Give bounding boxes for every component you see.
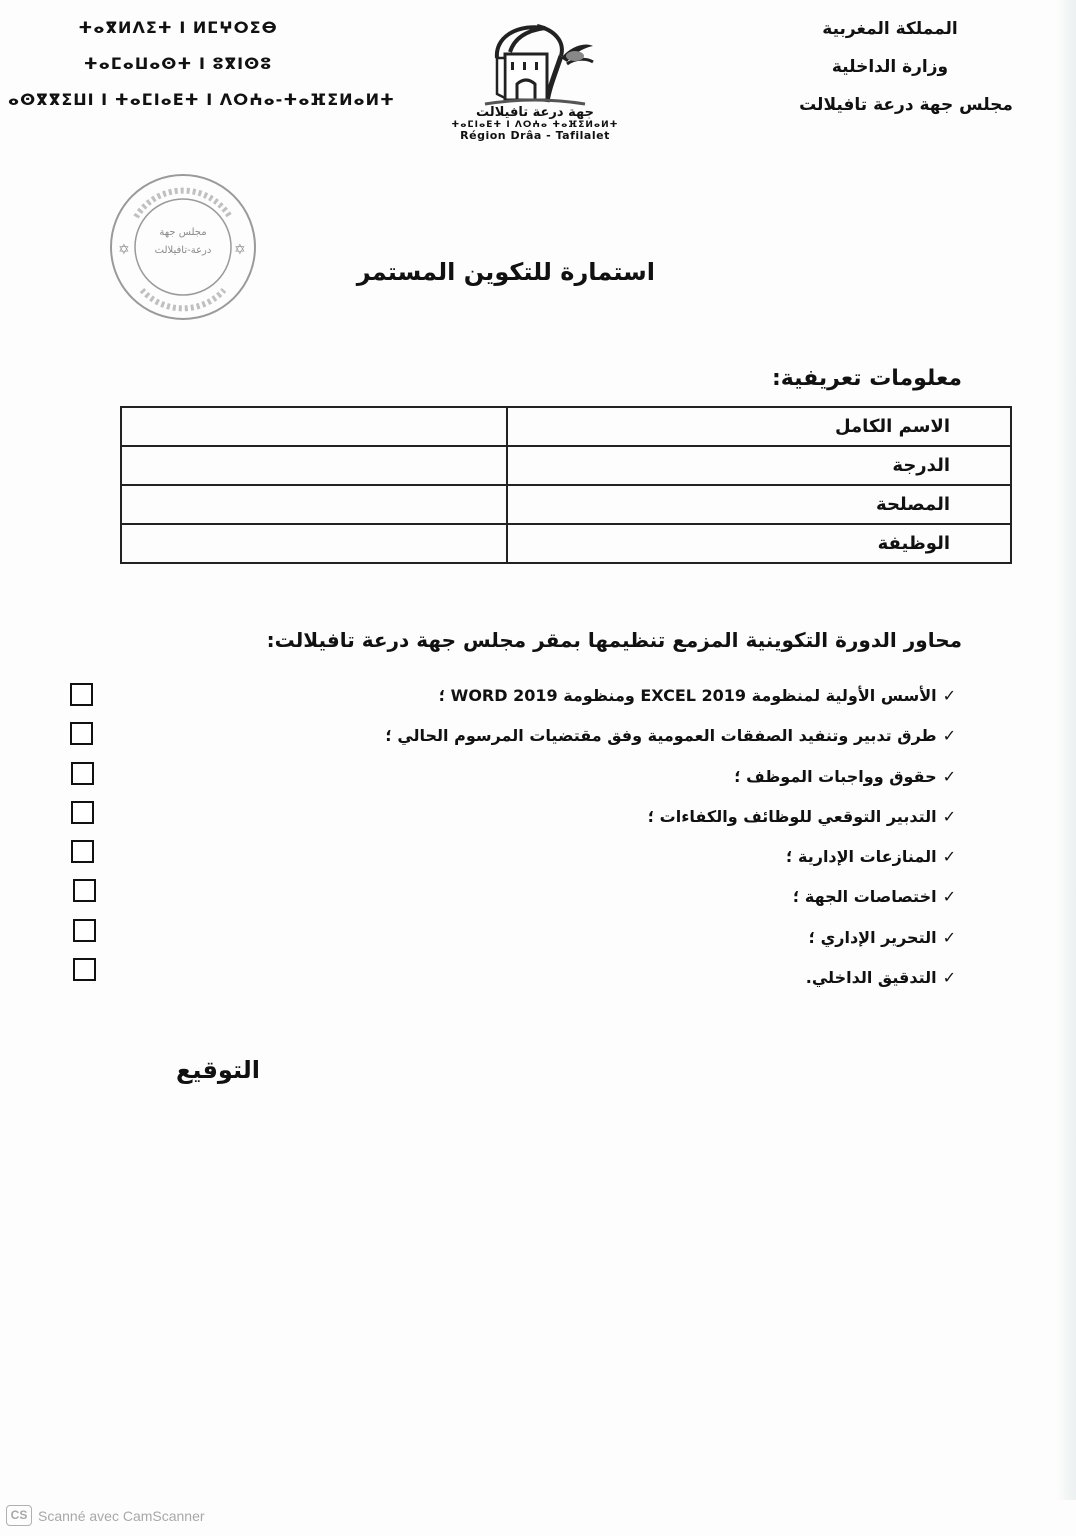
logo-tifinagh-text: ⵜⴰⵎⵏⴰⴹⵜ ⵏ ⴷⵔⵄⴰ ⵜⴰⴼⵉⵍⴰⵍⵜ [451, 120, 619, 130]
field-label-department: المصلحة [507, 485, 1011, 524]
logo-latin-text: Région Drâa - Tafilalet [460, 129, 610, 142]
header-tifinagh-line: ⵜⴰⵎⴰⵡⴰⵙⵜ ⵏ ⵓⴳⵏⵙⵓ [83, 54, 273, 73]
list-item [256, 839, 956, 879]
list-item [256, 678, 956, 718]
field-label-full-name: الاسم الكامل [507, 407, 1011, 446]
svg-text:✡: ✡ [234, 242, 246, 258]
camscanner-logo-icon: CS [6, 1505, 32, 1526]
header-tifinagh-line: ⵜⴰⴳⵍⴷⵉⵜ ⵏ ⵍⵎⵖⵔⵉⴱ [78, 18, 278, 37]
list-item [256, 799, 956, 839]
checkbox-topic-administrative-writing[interactable] [73, 919, 96, 942]
topic-label: التدقيق الداخلي. [805, 968, 937, 988]
checkmark-icon: ✓ [942, 726, 956, 746]
region-logo [430, 18, 640, 153]
topic-label: التدبير التوقعي للوظائف والكفاءات ؛ [647, 806, 937, 826]
list-item [256, 718, 956, 758]
checkbox-topic-forecast-management[interactable] [71, 801, 94, 824]
field-input-grade[interactable] [121, 446, 507, 485]
topic-label: المنازعات الإدارية ؛ [786, 847, 937, 867]
field-label-grade: الدرجة [507, 446, 1011, 485]
field-label-position: الوظيفة [507, 524, 1011, 563]
header-tifinagh [8, 10, 396, 118]
topics-list [256, 678, 956, 1000]
signature-label: التوقيع [176, 1056, 260, 1084]
topic-label: طرق تدبير وتنفيد الصفقات العمومية وفق مقتضيات المرسوم الحالي ؛ [385, 726, 937, 746]
checkbox-topic-employee-rights[interactable] [71, 762, 94, 785]
topic-checkboxes [70, 683, 100, 997]
logo-arabic-text: جهة درعة تافيلالت [476, 105, 594, 120]
list-item [256, 960, 956, 1000]
topic-label: الأسس الأولية لمنظومة EXCEL 2019 ومنظومة WORD 2019 ؛ [438, 686, 937, 705]
header-arabic-line: مجلس جهة درعة تافيلالت [799, 95, 1013, 115]
topic-label: التحرير الإداري ؛ [808, 927, 937, 947]
svg-text:✡: ✡ [118, 242, 130, 258]
checkmark-icon: ✓ [942, 887, 956, 907]
checkmark-icon: ✓ [942, 847, 956, 867]
table-row [121, 446, 1011, 485]
official-stamp [106, 172, 260, 322]
list-item [256, 879, 956, 919]
checkbox-topic-internal-audit[interactable] [73, 958, 96, 981]
table-row [121, 407, 1011, 446]
checkbox-topic-excel-word[interactable] [70, 683, 93, 706]
scanner-watermark [6, 1505, 205, 1526]
header-arabic [790, 10, 1013, 124]
field-input-department[interactable] [121, 485, 507, 524]
table-row [121, 485, 1011, 524]
table-row [121, 524, 1011, 563]
header-arabic-line: وزارة الداخلية [831, 57, 949, 77]
field-input-full-name[interactable] [121, 407, 507, 446]
checkbox-topic-public-procurement[interactable] [70, 722, 93, 745]
topics-heading: محاور الدورة التكوينية المزمع تنظيمها بمقر مجلس جهة درعة تافيلالت: [266, 628, 962, 652]
stamp-text-line: مجلس جهة [159, 227, 207, 238]
field-input-position[interactable] [121, 524, 507, 563]
header-arabic-line: المملكة المغربية [822, 19, 958, 39]
topic-label: اختصاصات الجهة ؛ [792, 887, 937, 907]
checkmark-icon: ✓ [942, 806, 956, 826]
checkbox-topic-region-competences[interactable] [73, 879, 96, 902]
stamp-text-line: درعة-تافيلالت [154, 245, 212, 256]
checkbox-topic-administrative-disputes[interactable] [71, 840, 94, 863]
checkmark-icon: ✓ [942, 686, 956, 705]
checkmark-icon: ✓ [942, 766, 956, 786]
stamp-text [141, 224, 225, 260]
checkmark-icon: ✓ [942, 927, 956, 947]
page-edge-shadow [1056, 0, 1076, 1500]
topic-label: حقوق وواجبات الموظف ؛ [734, 766, 937, 786]
list-item [256, 759, 956, 799]
identification-heading: معلومات تعريفية: [771, 366, 962, 391]
list-item [256, 920, 956, 960]
kasbah-palm-icon [475, 18, 595, 106]
checkmark-icon: ✓ [942, 968, 956, 988]
header-tifinagh-line: ⴰⵙⴳⴳⵉⵡⵏ ⵏ ⵜⴰⵎⵏⴰⴹⵜ ⵏ ⴷⵔⵄⴰ-ⵜⴰⴼⵉⵍⴰⵍⵜ [8, 90, 396, 109]
form-title: استمارة للتكوين المستمر [356, 258, 655, 286]
watermark-text: Scanné avec CamScanner [38, 1507, 205, 1524]
identification-table [120, 406, 1012, 564]
